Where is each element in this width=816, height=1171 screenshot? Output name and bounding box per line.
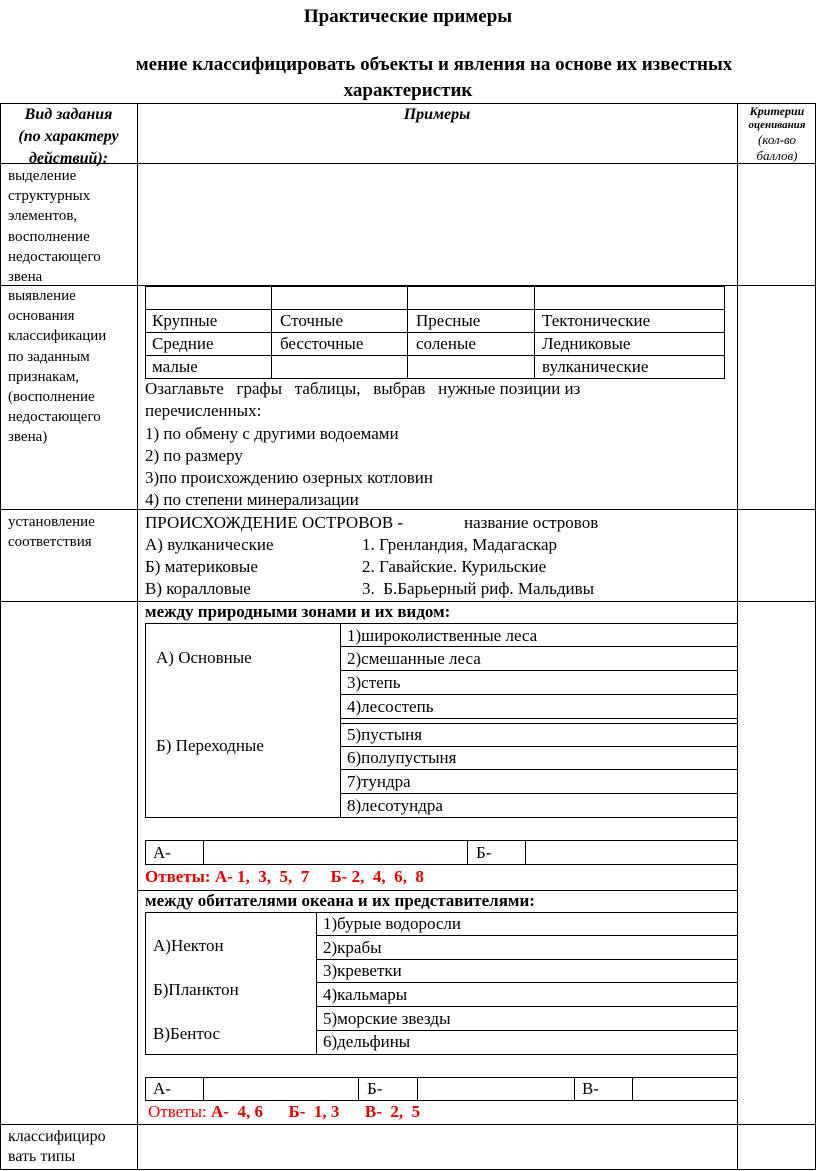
ocean-item: 1)бурые водоросли xyxy=(323,914,462,933)
row1-task-type: выделение структурных элементов, восполнение недостающего звена xyxy=(8,168,101,286)
lakes-option: 3)по происхождению озерных котловин xyxy=(145,468,433,487)
zone-item: 4)лесостепь xyxy=(347,697,434,716)
zones-answers: Ответы: А- 1, 3, 5, 7 Б- 2, 4, 6, 8 xyxy=(145,867,424,886)
ocean-item: 3)креветки xyxy=(323,961,402,980)
lake-cell: Тектонические xyxy=(542,311,651,330)
zone-item: 8)лесотундра xyxy=(347,796,443,815)
islands-type: Б) материковые xyxy=(145,557,258,576)
lakes-option: 1) по обмену с другими водоемами xyxy=(145,424,399,443)
ocean-answers: Ответы: А- 4, 6 Б- 1, 3 В- 2, 5 xyxy=(148,1102,421,1121)
lake-cell: Ледниковые xyxy=(542,334,631,353)
islands-type: В) коралловые xyxy=(145,579,251,598)
lake-cell: Пресные xyxy=(416,311,481,330)
page-subtitle-line1: мение классифицировать объекты и явления на основе их известных xyxy=(135,54,733,75)
ocean-answer-c: В- xyxy=(582,1079,599,1098)
lake-cell: вулканические xyxy=(542,357,649,376)
ocean-item: 6)дельфины xyxy=(323,1032,411,1051)
ocean-group: В)Бентос xyxy=(153,1024,221,1043)
row4-task-type: классифициро вать типы xyxy=(8,1128,106,1166)
islands-heading: ПРОИСХОЖДЕНИЕ ОСТРОВОВ - xyxy=(145,513,404,532)
islands-heading-names: название островов xyxy=(464,513,599,532)
page-title: Практические примеры xyxy=(303,6,513,27)
lake-cell: Крупные xyxy=(152,311,218,330)
zones-answer-b: Б- xyxy=(476,843,492,862)
ocean-item: 4)кальмары xyxy=(323,985,408,1004)
row3-task-type: установление соответствия xyxy=(8,514,95,551)
zone-item: 2)смешанные леса xyxy=(347,649,481,668)
islands-names: 2. Гавайские. Курильские xyxy=(362,557,547,576)
zones-heading: между природными зонами и их видом: xyxy=(145,602,451,621)
lakes-option: 4) по степени минерализации xyxy=(145,490,359,509)
lake-cell: бессточные xyxy=(280,334,364,353)
islands-type: А) вулканические xyxy=(145,535,274,554)
islands-names: 1. Гренландия, Мадагаскар xyxy=(362,535,558,554)
zone-item: 3)степь xyxy=(347,673,401,692)
ocean-item: 5)морские звезды xyxy=(323,1009,451,1028)
header-criteria: Критерии оценивания (кол-во баллов) xyxy=(748,104,806,163)
lake-cell: соленые xyxy=(416,334,476,353)
zones-answer-a: А- xyxy=(153,843,171,862)
lakes-option: 2) по размеру xyxy=(145,446,243,465)
ocean-item: 2)крабы xyxy=(323,938,382,957)
lake-cell: Средние xyxy=(152,334,214,353)
header-task-type: Вид задания (по характеру действий): xyxy=(18,106,119,167)
zones-transition-label: Б) Переходные xyxy=(156,736,264,755)
ocean-group: А)Нектон xyxy=(153,936,224,955)
zones-main-label: А) Основные xyxy=(156,648,252,667)
lakes-instruction: перечисленных: xyxy=(145,401,262,420)
lake-cell: малые xyxy=(152,357,198,376)
zone-item: 7)тундра xyxy=(347,772,411,791)
zone-item: 1)широколиственные леса xyxy=(347,626,538,645)
ocean-heading: между обитателями океана и их представителями: xyxy=(145,891,535,910)
ocean-answer-b: Б- xyxy=(367,1079,383,1098)
zone-item: 6)полупустыня xyxy=(347,748,457,767)
lake-cell: Сточные xyxy=(280,311,343,330)
header-examples: Примеры xyxy=(403,106,471,123)
zone-item: 5)пустыня xyxy=(347,725,423,744)
islands-names: 3. Б.Барьерный риф. Мальдивы xyxy=(362,579,595,598)
ocean-group: Б)Планктон xyxy=(153,980,239,999)
lakes-instruction: Озаглавьте графы таблицы, выбрав нужные позиции из xyxy=(145,379,581,398)
page-subtitle-line2: характеристик xyxy=(343,80,473,101)
ocean-answer-a: А- xyxy=(153,1079,171,1098)
row2-task-type: выявление основания классификации по заданным признакам, (восполнение недостающего звена) xyxy=(8,288,107,446)
